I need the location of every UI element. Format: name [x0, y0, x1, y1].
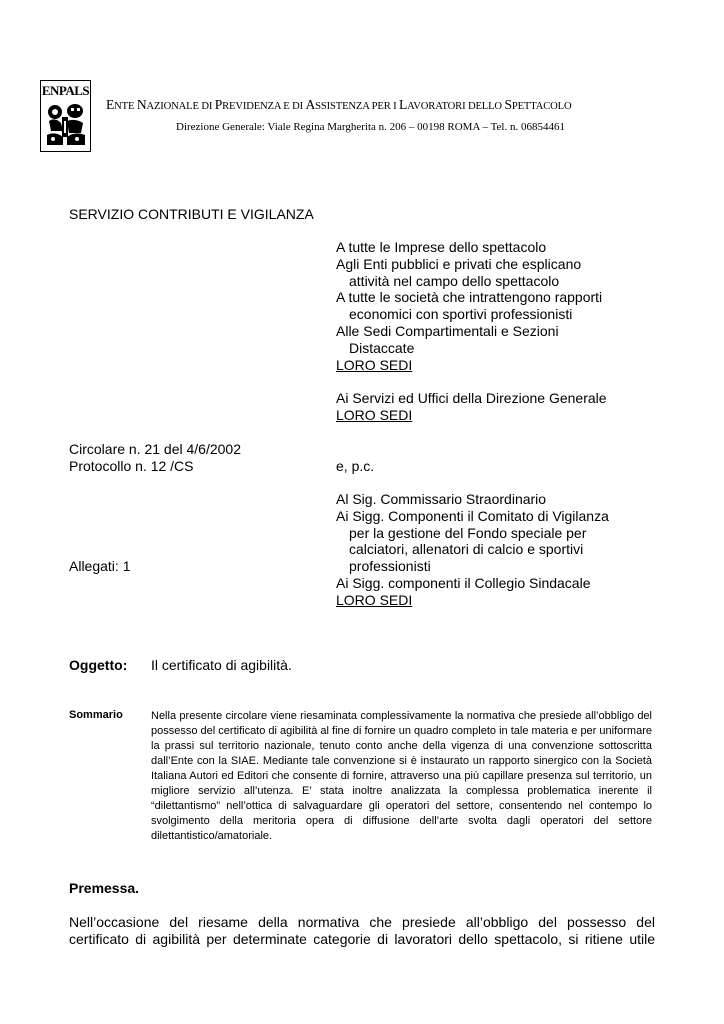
- addressee-line: Distaccate: [349, 339, 415, 356]
- addressee-line: Al Sig. Commissario Straordinario: [336, 491, 547, 507]
- attachments-count: Allegati: 1: [69, 558, 131, 574]
- logo-wordmark: ENPALS: [41, 83, 90, 98]
- organization-name: [106, 97, 571, 113]
- paragraph-line: certificato di agibilità per determinate categorie di lavoratori dello spettacolo, si ritiene utile: [69, 931, 655, 947]
- subject-text: Il certificato di agibilità.: [151, 657, 292, 673]
- service-name: SERVIZIO CONTRIBUTI E VIGILANZA: [69, 206, 314, 222]
- addressee-line: A tutte le società che intrattengono rapporti: [336, 289, 603, 306]
- addressee-line: Ai Sigg. componenti il Collegio Sindacale: [336, 574, 591, 591]
- organization-address: Direzione Generale: Viale Regina Margherita n. 206 – 00198 ROMA – Tel. n. 06854461: [176, 121, 565, 133]
- org-name-initial: N: [136, 97, 147, 112]
- addressees-main: [336, 239, 602, 373]
- circular-number: Circolare n. 21 del 4/6/2002: [69, 441, 241, 457]
- addressee-line: Ai Servizi ed Uffici della Direzione Generale: [336, 390, 607, 406]
- addressee-line: A tutte le Imprese dello spettacolo: [336, 239, 547, 255]
- org-name-initial: L: [399, 97, 408, 112]
- addressee-line: professionisti: [349, 558, 431, 575]
- org-name-rest: AZIONALE DI: [146, 101, 215, 112]
- org-name-rest: REVIDENZA E DI: [222, 101, 306, 112]
- addressee-line: calciatori, allenatori di calcio e sportivi: [349, 541, 584, 558]
- org-name-initial: E: [106, 97, 115, 112]
- premise-heading: Premessa.: [69, 880, 140, 896]
- enpals-logo: [40, 80, 91, 152]
- per-conoscenza: e, p.c.: [336, 458, 375, 474]
- addressees-cc: [336, 491, 609, 609]
- paragraph-line: Nell’occasione del riesame della normativa che presiede all’obbligo del possesso del: [69, 914, 655, 930]
- subject-label: Oggetto:: [69, 657, 128, 673]
- org-name-initial: P: [214, 97, 223, 112]
- addressee-line: Agli Enti pubblici e privati che esplicano: [336, 255, 582, 272]
- summary-text: Nella presente circolare viene riesaminata complessivamente la normativa che presiede all’obbligo del possesso del certificato di agibilità al fine di fornire un quadro completo in tale materia e per uniformare la prassi sul territorio nazionale, tenuto conto anche della vigenza di una convenzione sottoscritta dall’Ente con la SIAE. Mediante tale convenzione si è instaurato un rapporto sinergico con la Società Italiana Autori ed Editori che consente di fornire, attraverso una più capillare presenza sul territorio, un migliore servizio all’utenza. E’ stata inoltre analizzata la complessa problematica inerente il “dilettantismo” nell’ottica di salvaguardare gli operatori del settore, consentendo nel contempo lo svolgimento della meritoria opera di diffusione dell’arte svolta dagli operatori del settore dilettantistico/amatoriale.: [151, 710, 652, 842]
- addressee-line: Alle Sedi Compartimentali e Sezioni: [336, 322, 559, 339]
- org-name-rest: SSISTENZA PER I: [315, 101, 400, 112]
- addressee-line: per la gestione del Fondo speciale per: [349, 524, 587, 541]
- loro-sedi-label: LORO SEDI: [336, 406, 413, 423]
- circular-reference: [69, 441, 241, 475]
- org-name-rest: AVORATORI DELLO: [407, 101, 505, 112]
- logo-emblem-icon: [41, 81, 90, 151]
- org-name-rest: PETTACOLO: [511, 101, 572, 112]
- addressees-internal: [336, 390, 607, 424]
- addressee-line: economici con sportivi professionisti: [349, 306, 573, 323]
- org-name-initial: A: [305, 97, 316, 112]
- summary-label: Sommario: [69, 709, 123, 721]
- protocol-number: Protocollo n. 12 /CS: [69, 457, 194, 474]
- addressee-line: Ai Sigg. Componenti il Comitato di Vigilanza: [336, 507, 609, 524]
- loro-sedi-label: LORO SEDI: [336, 356, 413, 373]
- loro-sedi-label: LORO SEDI: [336, 591, 413, 608]
- addressee-line: attività nel campo dello spettacolo: [349, 272, 560, 289]
- org-name-rest: NTE: [114, 101, 137, 112]
- org-name-initial: S: [504, 97, 512, 112]
- premise-paragraph: [69, 914, 655, 948]
